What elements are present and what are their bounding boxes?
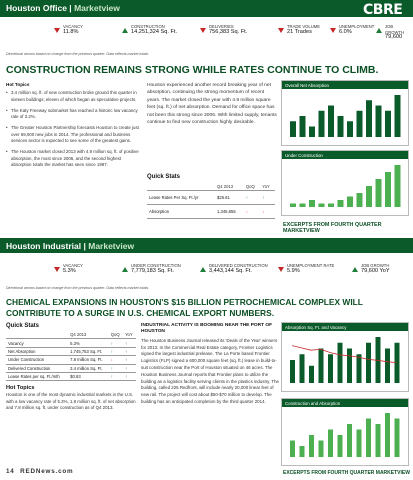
table-row: Under Construction 7.8 million Sq. Ft. ↓ ↑ xyxy=(6,356,136,364)
table-header-row: Q4 2013 QoQ YoY xyxy=(147,183,275,191)
chart-bar xyxy=(357,193,363,207)
kpi-unemployment-rate: UNEMPLOYMENT RATE 5.9% xyxy=(287,263,335,274)
chart-bar xyxy=(357,111,363,137)
chart-bar xyxy=(395,95,401,137)
kpi-vacancy: VACANCY 5.3% xyxy=(63,263,83,274)
table-row: Lease Rates per sq. Ft./mth $0.63 ↑ ↑ xyxy=(6,372,136,380)
table-row: Vacancy 5.3% ↑ ↑ xyxy=(6,339,136,347)
industrial-quick-stats-table xyxy=(6,331,136,381)
industrial-header-title: Houston Industrial xyxy=(6,241,82,251)
chart-bar xyxy=(328,204,334,208)
page-footer xyxy=(6,468,73,475)
trend-arrow-icon: ↑ xyxy=(123,347,136,355)
office-quick-stats-title: Quick Stats xyxy=(147,174,181,180)
office-header-title: Houston Office xyxy=(6,3,67,13)
chart-bar xyxy=(376,424,381,457)
table-row: Net Absorption 1,745,753 Sq. Ft. ↑ ↑ xyxy=(6,347,136,355)
chart-bar xyxy=(385,111,391,137)
office-bullet: • The Katy Freeway submarket has reached a historic low vacancy rate of 3.2%. xyxy=(6,108,140,121)
trend-arrow-icon: ↑ xyxy=(244,191,260,205)
industrial-kpi-note: Directional arrows based on change from the previous quarter. Data reflects market totals. xyxy=(6,286,150,290)
chart-bar xyxy=(300,116,306,137)
office-headline: CONSTRUCTION REMAINS STRONG WHILE RATES CONTINUE TO CLIMB. xyxy=(6,64,379,76)
chart-bar xyxy=(385,349,390,384)
industrial-absorption-chart: Absorption Sq. Ft. and Vacancy xyxy=(281,322,409,392)
chart-bar xyxy=(395,419,400,458)
chart-bar xyxy=(309,435,314,457)
chart-bar xyxy=(290,360,295,383)
chart-bar xyxy=(376,106,382,138)
office-absorption-chart: Overall Net Absorption xyxy=(281,80,409,146)
chart-bar xyxy=(319,349,324,384)
trend-arrow-icon xyxy=(122,267,128,272)
chart-bar xyxy=(366,100,372,137)
trend-arrow-icon: ↑ xyxy=(109,347,123,355)
industrial-header-bar: Houston Industrial | Marketview xyxy=(0,238,413,253)
chart-bar xyxy=(347,349,352,384)
chart-bar xyxy=(319,111,325,137)
kpi-unemployment: UNEMPLOYMENT 6.0% xyxy=(339,24,375,35)
trend-arrow-icon: ↑ xyxy=(123,364,136,372)
office-header-sub: Marketview xyxy=(74,3,120,13)
chart-bar xyxy=(328,106,334,138)
chart-bar xyxy=(347,197,353,208)
chart-bar xyxy=(338,435,343,457)
trend-arrow-icon: ↑ xyxy=(109,364,123,372)
trend-arrow-icon: ↓ xyxy=(244,205,260,219)
industrial-headline: CHEMICAL EXPANSIONS IN HOUSTON'S $15 BILLION PETROCHEMICAL COMPLEX WILL CONTRIBUTE TO A SURGE IN U.S. CHEMICAL EXPORT NUMBERS. xyxy=(6,297,363,318)
chart-bar xyxy=(385,172,391,207)
trend-arrow-icon: ↓ xyxy=(260,205,275,219)
chart-bar xyxy=(300,354,305,383)
trend-arrow-icon xyxy=(54,267,60,272)
trend-arrow-icon xyxy=(376,28,382,33)
chart-bar xyxy=(290,204,296,208)
chart-bar xyxy=(338,200,344,207)
industrial-hot-topics-title: Hot Topics xyxy=(6,385,35,392)
trend-arrow-icon: ↑ xyxy=(260,191,275,205)
table-row: Absorption 1,345,855 ↓ ↓ xyxy=(147,205,275,219)
trend-arrow-icon xyxy=(278,267,284,272)
industrial-quick-stats-title: Quick Stats xyxy=(6,323,40,329)
chart-bar xyxy=(300,204,306,208)
chart-bar xyxy=(366,186,372,207)
industrial-excerpt: EXCERPTS FROM FOURTH QUARTER MARKETVIEW xyxy=(283,470,410,476)
office-absorption-chart-svg xyxy=(282,89,410,145)
office-construction-chart: Under Construction xyxy=(281,150,409,216)
chart-bar xyxy=(395,165,401,207)
table-header-row: Q4 2013 QoQ YoY xyxy=(6,331,136,339)
trend-arrow-icon xyxy=(200,267,206,272)
industrial-construction-chart: Construction and Absorption xyxy=(281,398,409,466)
trend-arrow-icon: ↓ xyxy=(109,356,123,364)
office-excerpt: EXCERPTS FROM FOURTH QUARTER MARKETVIEW xyxy=(283,222,382,234)
chart-bar xyxy=(338,343,343,383)
trend-arrow-icon xyxy=(330,28,336,33)
vacancy-line xyxy=(292,346,397,363)
trend-arrow-icon: ↑ xyxy=(109,372,123,380)
chart-bar xyxy=(328,430,333,458)
office-construction-chart-svg xyxy=(282,159,410,215)
chart-bar xyxy=(309,127,315,138)
kpi-deliveries: DELIVERIES 756,383 Sq. Ft. xyxy=(209,24,248,35)
chart-bar xyxy=(376,179,382,207)
trend-arrow-icon xyxy=(54,28,60,33)
industrial-construction-chart-svg xyxy=(282,407,410,465)
chart-bar xyxy=(319,204,325,208)
kpi-construction: CONSTRUCTION 14,251,324 Sq. Ft. xyxy=(131,24,178,35)
chart-bar xyxy=(328,354,333,383)
trend-arrow-icon xyxy=(122,28,128,33)
table-row: Lease Rates Per Sq. Ft./yr $26.61 ↑ ↑ xyxy=(147,191,275,205)
office-intro: Houston experienced another record breaking year of net absorption, continuing the strong momentum of recent years. The market closed the year with 4.9 million square feet (sq. ft.) of net absorption. Demand for office space has not been this strong since 2006. With limited supply, tenants continue to find new construction highly desirable. xyxy=(147,83,277,126)
kpi-under-construction: UNDER CONSTRUCTION 7,779,183 Sq. Ft. xyxy=(131,263,181,274)
trend-arrow-icon: ↑ xyxy=(123,372,136,380)
site-name: REDNews.com xyxy=(20,468,74,475)
chart-bar xyxy=(309,200,315,207)
cbre-logo: CBRE xyxy=(363,2,403,18)
chart-bar xyxy=(319,441,324,458)
kpi-job-growth: JOB GROWTH 79,600 YoY xyxy=(361,263,390,274)
chart-bar xyxy=(347,121,353,137)
chart-bar xyxy=(357,430,362,458)
chart-bar xyxy=(347,424,352,457)
kpi-trade-volume: TRADE VOLUME 21 Trades xyxy=(287,24,321,35)
kpi-vacancy: VACANCY 11.8% xyxy=(63,24,83,35)
table-row: Delivered Construction 3.4 million Sq. Ft. ↑ ↑ xyxy=(6,364,136,372)
page-number: 14 xyxy=(6,468,15,475)
chart-bar xyxy=(309,366,314,383)
chart-bar xyxy=(366,343,371,383)
kpi-delivered-construction: DELIVERED CONSTRUCTION 3,443,144 Sq. Ft. xyxy=(209,263,268,274)
chart-bar xyxy=(338,116,344,137)
industrial-header-sub: Marketview xyxy=(88,241,135,251)
trend-arrow-icon: ↑ xyxy=(123,339,136,347)
trend-arrow-icon: ↑ xyxy=(123,356,136,364)
office-hot-topics-title: Hot Topics xyxy=(6,82,30,87)
chart-bar xyxy=(300,446,305,457)
trend-arrow-icon xyxy=(200,28,206,33)
trend-arrow-icon: ↑ xyxy=(109,339,123,347)
office-quick-stats-table xyxy=(147,183,275,219)
chart-bar xyxy=(366,419,371,458)
trend-arrow-icon xyxy=(278,28,284,33)
office-bullet: • 3.4 million sq. ft. of new construction broke ground this quarter in sixteen buildings; eleven of which began as speculative projects. xyxy=(6,90,140,103)
chart-bar xyxy=(357,354,362,383)
industrial-absorption-chart-svg xyxy=(282,331,410,391)
kpi-job-growth: JOB GROWTH 79,600 xyxy=(385,24,405,40)
trend-arrow-icon xyxy=(352,267,358,272)
office-kpi-note: Directional arrows based on change from the previous quarter. Data reflects market totals. xyxy=(6,52,150,56)
office-header-bar: Houston Office | Marketview xyxy=(0,0,413,17)
chart-bar xyxy=(290,121,296,137)
office-bullet: • The Greater Houston Partnership forecasts Houston to create just over 69,000 new jobs in 2014. The professional and business services sector is expected to see some of the greatest gains. xyxy=(6,125,140,144)
industrial-article-title: INDUSTRIAL ACTIVITY IS BOOMING NEAR THE PORT OF HOUSTON xyxy=(141,323,273,335)
industrial-hot-topics-text: Houston is one of the most dynamic industrial markets in the U.S. with a low vacancy rate of 5.3%, 1.8 million sq. ft. of net absorption and 7.8 million sq. ft. under construction as of Q4 2013. xyxy=(6,392,136,410)
chart-bar xyxy=(290,441,295,458)
chart-bar xyxy=(385,413,390,457)
industrial-article-text: The Houston Business Journal released its 'Deals of the Year' winners for 2013. In the Commercial Real Estate category, Frontier Logistics signed the largest industrial prelease. The La Porte based Frontier Logistics (FLP) signed a 600,000 square feet (sq. ft.) lease in build-to-suit construction near the Port of Houston situated on 46 acres. The Houston Business Journal reports that Frontier plans to utilize the building as a logistics facility serving clients in the plastics industry. The building, called 225 Redfront, will include nearly 20,000 linear feet of new rail. The project will cost about $50-$70 million to develop. The building has an anticipated completion by the third quarter 2014. xyxy=(141,337,279,404)
office-bullet: • The Houston market closed 2013 with 4.9 million sq. ft. of positive absorption, the most since 2006, and the second highest absorption totals the market has seen since 1997. xyxy=(6,149,140,168)
